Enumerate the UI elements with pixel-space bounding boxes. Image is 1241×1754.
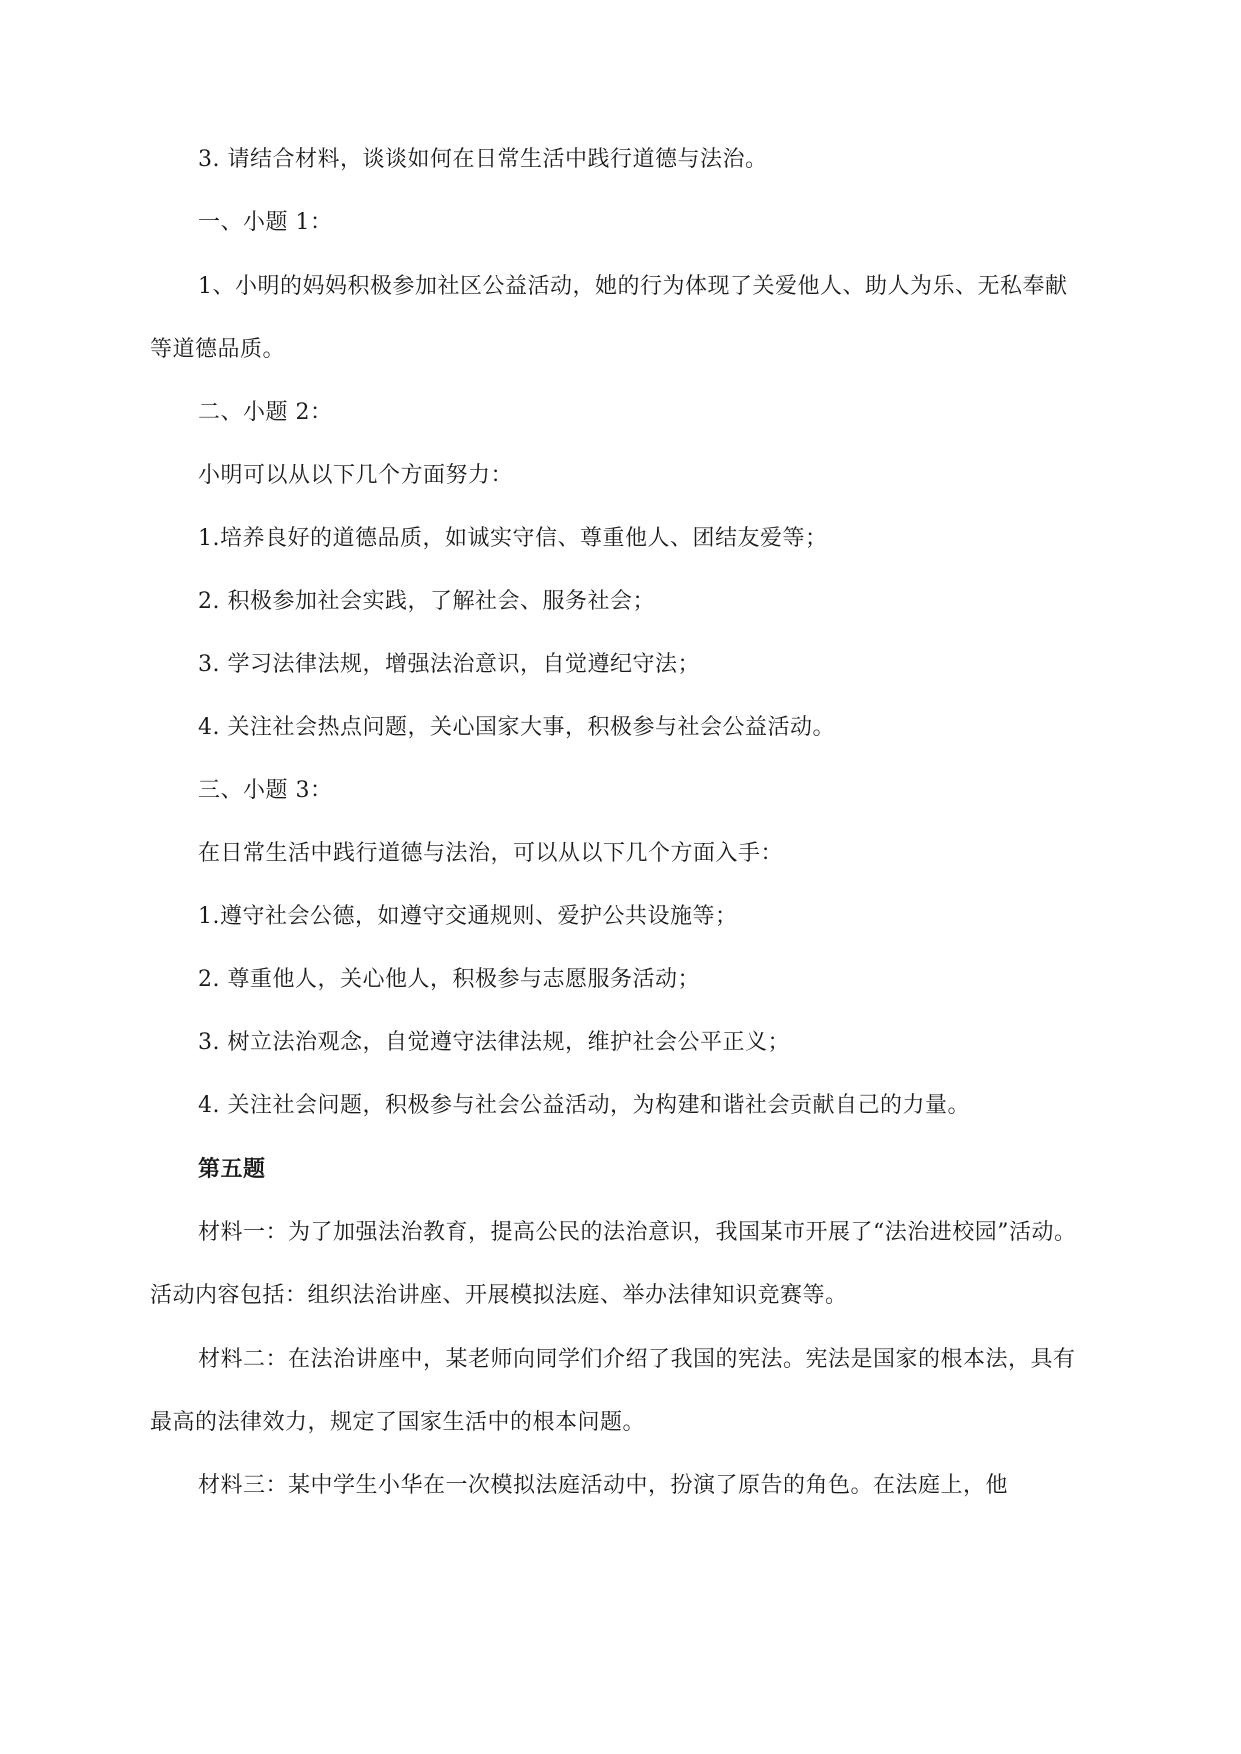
question-3-prompt: 3. 请结合材料，谈谈如何在日常生活中践行道德与法治。 <box>198 147 768 172</box>
answer-1-heading: 一、小题 1： <box>198 210 333 235</box>
answer-2-item-1: 1.培养良好的道德品质，如诚实守信、尊重他人、团结友爱等； <box>198 526 828 551</box>
answer-3-item-1: 1.遵守社会公德，如遵守交通规则、爱护公共设施等； <box>198 904 738 929</box>
answer-2-item-2: 2. 积极参加社会实践，了解社会、服务社会； <box>198 589 655 614</box>
material-3-text: 材料三：某中学生小华在一次模拟法庭活动中，扮演了原告的角色。在法庭上，他 <box>198 1473 1009 1498</box>
answer-2-heading: 二、小题 2： <box>198 400 333 425</box>
answer-2-item-4: 4. 关注社会热点问题，关心国家大事，积极参与社会公益活动。 <box>198 715 835 740</box>
material-1-text: 材料一：为了加强法治教育，提高公民的法治意识，我国某市开展了“法治进校园”活动。活动内容包括：组织法治讲座、开展模拟法庭、举办法律知识竞赛等。 <box>150 1220 1077 1308</box>
material-2-text: 材料二：在法治讲座中，某老师向同学们介绍了我国的宪法。宪法是国家的根本法，具有最高的法律效力，规定了国家生活中的根本问题。 <box>150 1347 1076 1435</box>
answer-3-item-2: 2. 尊重他人，关心他人，积极参与志愿服务活动； <box>198 967 700 992</box>
section-5-heading: 第五题 <box>198 1156 266 1182</box>
answer-3-heading: 三、小题 3： <box>198 778 333 803</box>
answer-2-intro: 小明可以从以下几个方面努力： <box>198 463 514 488</box>
answer-2-item-3: 3. 学习法律法规，增强法治意识，自觉遵纪守法； <box>198 652 700 677</box>
document-body <box>150 143 1080 1532</box>
answer-3-item-4: 4. 关注社会问题，积极参与社会公益活动，为构建和谐社会贡献自己的力量。 <box>198 1093 970 1118</box>
answer-3-intro: 在日常生活中践行道德与法治，可以从以下几个方面入手： <box>198 841 784 866</box>
answer-1-text: 1、小明的妈妈积极参加社区公益活动，她的行为体现了关爱他人、助人为乐、无私奉献等道德品质。 <box>150 274 1068 362</box>
answer-3-item-3: 3. 树立法治观念，自觉遵守法律法规，维护社会公平正义； <box>198 1030 790 1055</box>
